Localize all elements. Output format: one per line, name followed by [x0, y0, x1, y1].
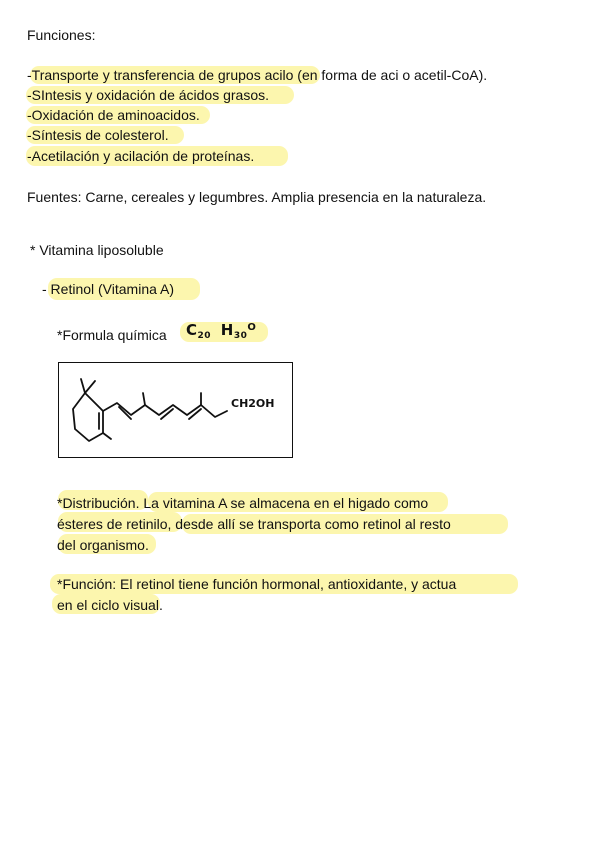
- formula-c: C: [186, 321, 198, 339]
- sources-text: Fuentes: Carne, cereales y legumbres. Amplia presencia en la naturaleza.: [27, 189, 487, 205]
- formula-label: *Formula química: [57, 327, 167, 343]
- function-item: -Transporte y transferencia de grupos acilo (en forma de aci o acetil-CoA).: [27, 67, 488, 83]
- function-item: -Síntesis de colesterol.: [27, 127, 169, 143]
- retinol-structure-drawing: [59, 363, 294, 459]
- formula-c-sub: 20: [197, 331, 212, 341]
- chain-double-bond: [161, 409, 173, 419]
- chain-double-bond: [189, 409, 201, 419]
- distribution-line: *Distribución. La vitamina A se almacena en el higado como: [57, 495, 429, 511]
- function-item: -Acetilación y acilación de proteínas.: [27, 148, 255, 164]
- function-line: en el ciclo visual.: [57, 597, 163, 613]
- retinol-title: - Retinol (Vitamina A): [42, 281, 175, 297]
- retinol-structure-box: [58, 362, 293, 458]
- heading-funciones: Funciones:: [27, 27, 96, 43]
- formula-o: O: [247, 322, 257, 333]
- ch2oh-label: CH2OH: [231, 397, 275, 410]
- function-item: -Oxidación de aminoacidos.: [27, 107, 200, 123]
- function-item: -SIntesis y oxidación de ácidos grasos.: [27, 87, 270, 103]
- methyl-bond: [85, 381, 95, 393]
- formula-h: H: [220, 321, 234, 339]
- formula-h-sub: 30: [233, 331, 248, 341]
- distribution-line: ésteres de retinilo, desde allí se transporta como retinol al resto: [57, 516, 451, 532]
- distribution-line: del organismo.: [57, 537, 149, 553]
- function-line: *Función: El retinol tiene función hormonal, antioxidante, y actua: [57, 576, 457, 592]
- methyl-bond: [81, 379, 85, 393]
- chemical-formula: [186, 321, 256, 342]
- methyl-bond: [143, 393, 145, 405]
- methyl-bond: [103, 433, 111, 439]
- vitamin-type: * Vitamina liposoluble: [30, 242, 164, 258]
